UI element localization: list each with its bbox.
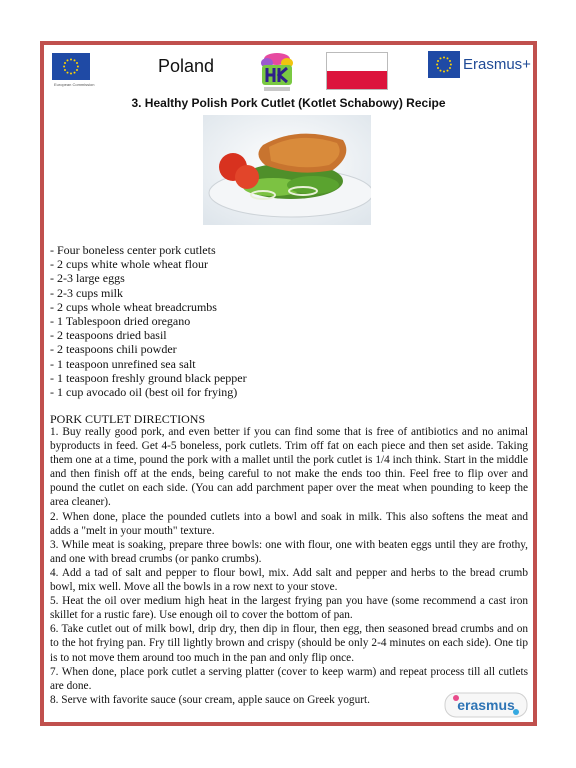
ingredient-item: - 2 cups whole wheat breadcrumbs: [50, 299, 217, 314]
direction-step: 8. Serve with favorite sauce (sour cream, apple sauce on Greek yogurt.: [50, 693, 370, 706]
directions-list: [50, 425, 528, 707]
direction-step: 1. Buy really good pork, and even better if you can find some that is free of antibiotics and no animal byproducts in feed. Get 4-5 boneless, pork cutlets. Trim off fat on each piece and then set aside. Taking them one at a time, pound the pork with a mallet until the pork cutlet is 1/4 inch think. Start in the middle and then finish off at the ends, being careful to not make the ends too thin. Feel free to flip over and pound the cutlet on each side. (You can add parchment paper over the meat when pounding to keep the area cleaner).: [50, 426, 528, 509]
erasmus-plus-label: Erasmus+: [463, 56, 531, 73]
pork-cutlet-photo: [203, 115, 371, 225]
erasmus-badge-text: erasmus: [457, 697, 515, 713]
ingredient-item: - 2-3 large eggs: [50, 271, 125, 286]
direction-step: 4. Add a tad of salt and pepper to flour bowl, mix. Add salt and pepper and herbs to the bread crumb bowl, mix well. Move all the bowls in a row next to your stove.: [50, 566, 528, 594]
ingredient-item: - 2 cups white whole wheat flour: [50, 257, 208, 272]
country-title: Poland: [158, 56, 215, 76]
erasmus-badge-logo: [444, 692, 528, 718]
ingredient-item: - 2-3 cups milk: [50, 285, 123, 300]
direction-step: 3. While meat is soaking, prepare three bowls: one with flour, one with beaten eggs until they are frothy, and one with bread crumbs (or panko crumbs).: [50, 538, 528, 565]
project-logo: [256, 51, 298, 95]
ingredient-item: - 1 teaspoon freshly ground black pepper: [50, 370, 247, 385]
direction-step: 5. Heat the oil over medium high heat in the largest frying pan you have (some recommend a cast iron skillet for a rustic fare). Use enough oil to cover the bottom of pan.: [50, 595, 528, 622]
erasmus-plus-logo: [428, 51, 531, 81]
direction-step: 6. Take cutlet out of milk bowl, drip dry, then dip in flour, then egg, then seasoned bread crumbs and on to the hot frying pan. Fry till lightly brown and crispy (should be only 2-4 minutes on each side). One tip is to not move them around too much in the pan and only flip once.: [50, 623, 528, 664]
direction-step: 2. When done, place the pounded cutlets into a bowl and soak in milk. This also softens the meat and adds a "melt in your mouth" texture.: [50, 510, 528, 537]
ingredient-item: - Four boneless center pork cutlets: [50, 243, 216, 257]
eu-flag-icon: [52, 53, 90, 80]
ingredient-item: - 1 cup avocado oil (best oil for frying): [50, 385, 238, 400]
ingredient-item: - 2 teaspoons chili powder: [50, 342, 177, 357]
ingredient-item: - 2 teaspoons dried basil: [50, 328, 167, 343]
recipe-title: 3. Healthy Polish Pork Cutlet (Kotlet Schabowy) Recipe: [131, 96, 446, 110]
european-commission-logo: [52, 53, 116, 91]
ingredient-item: - 1 Tablespoon dried oregano: [50, 314, 191, 329]
poland-flag-icon: [326, 52, 388, 90]
eu-caption: European Commission: [54, 82, 95, 87]
eu-flag-icon: [428, 51, 460, 78]
directions-heading: PORK CUTLET DIRECTIONS: [50, 412, 206, 426]
ingredients-list: [50, 243, 247, 399]
direction-step: 7. When done, place pork cutlet a serving platter (cover to keep warm) and repeat process till all cutlets are done.: [50, 665, 528, 692]
ingredient-item: - 1 teaspoon unrefined sea salt: [50, 356, 196, 371]
